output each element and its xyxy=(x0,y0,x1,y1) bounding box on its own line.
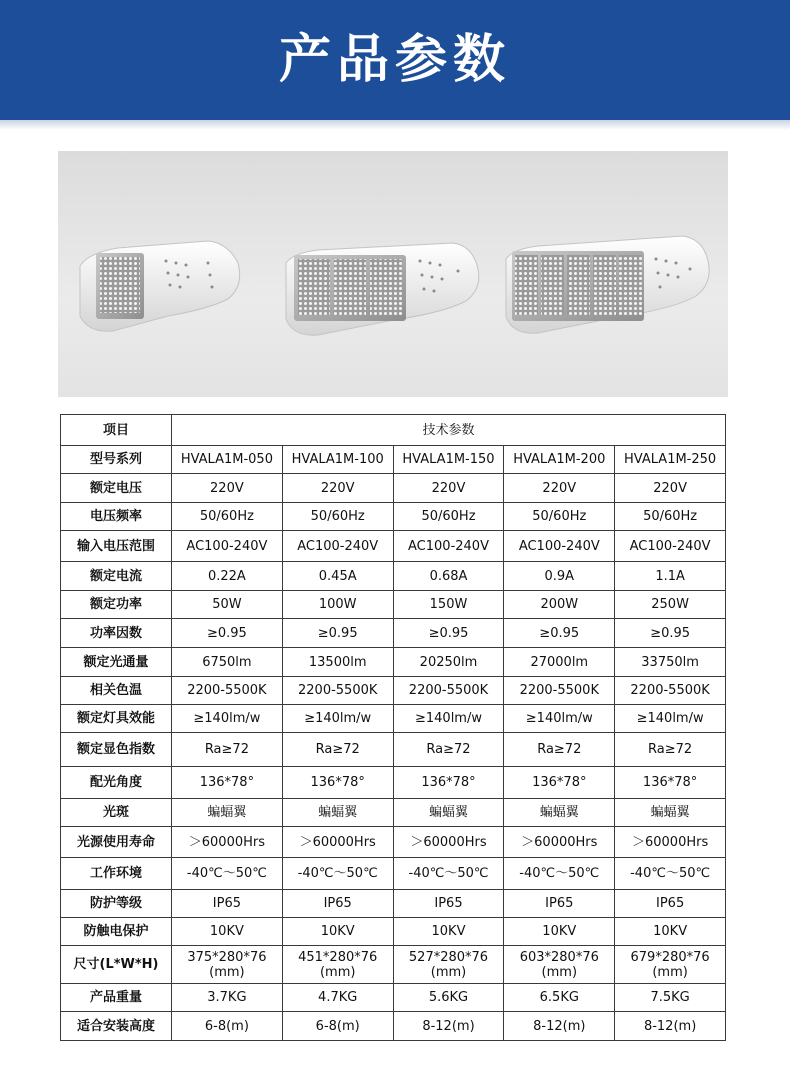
value-cell: 527*280*76 (mm) xyxy=(393,946,504,984)
table-row xyxy=(61,733,726,767)
value-cell: IP65 xyxy=(504,890,615,918)
value-cell: ＞60000Hrs xyxy=(615,827,726,858)
row-label: 防护等级 xyxy=(61,890,172,918)
table-row xyxy=(61,474,726,503)
value-cell: 33750lm xyxy=(615,648,726,677)
value-cell: 220V xyxy=(282,474,393,503)
value-cell: ＞60000Hrs xyxy=(172,827,283,858)
value-cell: 5.6KG xyxy=(393,984,504,1012)
value-cell: ≥0.95 xyxy=(282,619,393,648)
value-cell: Ra≥72 xyxy=(393,733,504,767)
value-cell: 679*280*76 (mm) xyxy=(615,946,726,984)
value-cell: 2200-5500K xyxy=(282,677,393,705)
table-row xyxy=(61,531,726,562)
value-cell: IP65 xyxy=(393,890,504,918)
value-cell: 20250lm xyxy=(393,648,504,677)
value-cell: 10KV xyxy=(504,918,615,946)
value-cell: Ra≥72 xyxy=(172,733,283,767)
value-cell: ＞60000Hrs xyxy=(504,827,615,858)
row-label: 光斑 xyxy=(61,799,172,827)
value-cell: ≥0.95 xyxy=(615,619,726,648)
street-lights-image xyxy=(58,151,728,397)
value-cell: 603*280*76 (mm) xyxy=(504,946,615,984)
row-label: 产品重量 xyxy=(61,984,172,1012)
row-label: 适合安装高度 xyxy=(61,1012,172,1041)
value-cell: 375*280*76 (mm) xyxy=(172,946,283,984)
value-cell: 蝙蝠翼 xyxy=(393,799,504,827)
value-cell: 8-12(m) xyxy=(504,1012,615,1041)
value-cell: AC100-240V xyxy=(172,531,283,562)
value-cell: ≥0.95 xyxy=(393,619,504,648)
table-row xyxy=(61,984,726,1012)
value-cell: 3.7KG xyxy=(172,984,283,1012)
table-row xyxy=(61,677,726,705)
value-cell: ≥0.95 xyxy=(504,619,615,648)
value-cell: ≥140lm/w xyxy=(504,705,615,733)
table-row xyxy=(61,503,726,531)
value-cell: 0.45A xyxy=(282,562,393,591)
header-item-cell: 项目 xyxy=(61,415,172,446)
table-row xyxy=(61,562,726,591)
header-tech-cell: 技术参数 xyxy=(172,415,726,446)
value-cell: Ra≥72 xyxy=(282,733,393,767)
value-cell: ＞60000Hrs xyxy=(282,827,393,858)
row-label: 额定电流 xyxy=(61,562,172,591)
value-cell: 451*280*76 (mm) xyxy=(282,946,393,984)
value-cell: 6-8(m) xyxy=(282,1012,393,1041)
street-light-1 xyxy=(80,241,240,331)
row-label: 功率因数 xyxy=(61,619,172,648)
row-label: 配光角度 xyxy=(61,767,172,799)
value-cell: 7.5KG xyxy=(615,984,726,1012)
table-header-row xyxy=(61,415,726,446)
value-cell: 136*78° xyxy=(504,767,615,799)
value-cell: 0.68A xyxy=(393,562,504,591)
value-cell: 10KV xyxy=(172,918,283,946)
row-label: 相关色温 xyxy=(61,677,172,705)
value-cell: 220V xyxy=(172,474,283,503)
value-cell: Ra≥72 xyxy=(615,733,726,767)
value-cell: 50/60Hz xyxy=(393,503,504,531)
table-row xyxy=(61,648,726,677)
value-cell: -40℃～50℃ xyxy=(172,858,283,890)
value-cell: 10KV xyxy=(282,918,393,946)
table-row xyxy=(61,858,726,890)
value-cell: 250W xyxy=(615,591,726,619)
value-cell: 10KV xyxy=(393,918,504,946)
banner-shadow xyxy=(0,120,790,130)
value-cell: -40℃～50℃ xyxy=(615,858,726,890)
value-cell: 50/60Hz xyxy=(615,503,726,531)
value-cell: ≥140lm/w xyxy=(282,705,393,733)
street-light-3 xyxy=(506,236,709,333)
row-label: 额定功率 xyxy=(61,591,172,619)
spec-table xyxy=(60,414,726,1041)
row-label: 电压频率 xyxy=(61,503,172,531)
value-cell: 50W xyxy=(172,591,283,619)
value-cell: 0.9A xyxy=(504,562,615,591)
row-label: 额定电压 xyxy=(61,474,172,503)
table-row xyxy=(61,705,726,733)
value-cell: Ra≥72 xyxy=(504,733,615,767)
table-row xyxy=(61,918,726,946)
value-cell: AC100-240V xyxy=(393,531,504,562)
value-cell: 13500lm xyxy=(282,648,393,677)
table-row xyxy=(61,1012,726,1041)
value-cell: 100W xyxy=(282,591,393,619)
value-cell: -40℃～50℃ xyxy=(504,858,615,890)
value-cell: 50/60Hz xyxy=(172,503,283,531)
value-cell: 136*78° xyxy=(393,767,504,799)
value-cell: 136*78° xyxy=(615,767,726,799)
table-row xyxy=(61,767,726,799)
value-cell: 6.5KG xyxy=(504,984,615,1012)
value-cell: -40℃～50℃ xyxy=(393,858,504,890)
value-cell: 1.1A xyxy=(615,562,726,591)
table-row xyxy=(61,799,726,827)
value-cell: 4.7KG xyxy=(282,984,393,1012)
value-cell: 50/60Hz xyxy=(282,503,393,531)
value-cell: ＞60000Hrs xyxy=(393,827,504,858)
value-cell: -40℃～50℃ xyxy=(282,858,393,890)
table-row xyxy=(61,827,726,858)
value-cell: IP65 xyxy=(172,890,283,918)
value-cell: HVALA1M-050 xyxy=(172,446,283,474)
value-cell: ≥0.95 xyxy=(172,619,283,648)
row-label: 工作环境 xyxy=(61,858,172,890)
row-label: 尺寸(L*W*H) xyxy=(61,946,172,984)
row-label: 输入电压范围 xyxy=(61,531,172,562)
row-label: 防触电保护 xyxy=(61,918,172,946)
value-cell: 蝙蝠翼 xyxy=(615,799,726,827)
row-label: 光源使用寿命 xyxy=(61,827,172,858)
value-cell: ≥140lm/w xyxy=(615,705,726,733)
row-label: 额定光通量 xyxy=(61,648,172,677)
value-cell: 220V xyxy=(393,474,504,503)
row-label: 型号系列 xyxy=(61,446,172,474)
product-photo xyxy=(58,151,728,397)
value-cell: AC100-240V xyxy=(615,531,726,562)
value-cell: 0.22A xyxy=(172,562,283,591)
value-cell: 27000lm xyxy=(504,648,615,677)
value-cell: 8-12(m) xyxy=(615,1012,726,1041)
value-cell: HVALA1M-200 xyxy=(504,446,615,474)
value-cell: 2200-5500K xyxy=(393,677,504,705)
value-cell: 200W xyxy=(504,591,615,619)
table-row xyxy=(61,446,726,474)
street-light-2 xyxy=(286,243,479,335)
value-cell: 蝙蝠翼 xyxy=(504,799,615,827)
row-label: 额定显色指数 xyxy=(61,733,172,767)
value-cell: 8-12(m) xyxy=(393,1012,504,1041)
value-cell: 150W xyxy=(393,591,504,619)
value-cell: IP65 xyxy=(615,890,726,918)
table-row xyxy=(61,890,726,918)
value-cell: 蝙蝠翼 xyxy=(172,799,283,827)
value-cell: 2200-5500K xyxy=(172,677,283,705)
value-cell: ≥140lm/w xyxy=(172,705,283,733)
row-label: 额定灯具效能 xyxy=(61,705,172,733)
value-cell: 220V xyxy=(615,474,726,503)
value-cell: HVALA1M-100 xyxy=(282,446,393,474)
value-cell: AC100-240V xyxy=(282,531,393,562)
value-cell: 2200-5500K xyxy=(615,677,726,705)
page-title: 产品参数 xyxy=(278,30,511,90)
table-row xyxy=(61,946,726,984)
value-cell: 6-8(m) xyxy=(172,1012,283,1041)
value-cell: 蝙蝠翼 xyxy=(282,799,393,827)
value-cell: 136*78° xyxy=(172,767,283,799)
table-row xyxy=(61,591,726,619)
value-cell: 50/60Hz xyxy=(504,503,615,531)
title-banner xyxy=(0,0,790,120)
table-row xyxy=(61,619,726,648)
value-cell: 6750lm xyxy=(172,648,283,677)
value-cell: 220V xyxy=(504,474,615,503)
value-cell: HVALA1M-150 xyxy=(393,446,504,474)
value-cell: 10KV xyxy=(615,918,726,946)
value-cell: 2200-5500K xyxy=(504,677,615,705)
value-cell: AC100-240V xyxy=(504,531,615,562)
value-cell: IP65 xyxy=(282,890,393,918)
value-cell: 136*78° xyxy=(282,767,393,799)
value-cell: ≥140lm/w xyxy=(393,705,504,733)
value-cell: HVALA1M-250 xyxy=(615,446,726,474)
